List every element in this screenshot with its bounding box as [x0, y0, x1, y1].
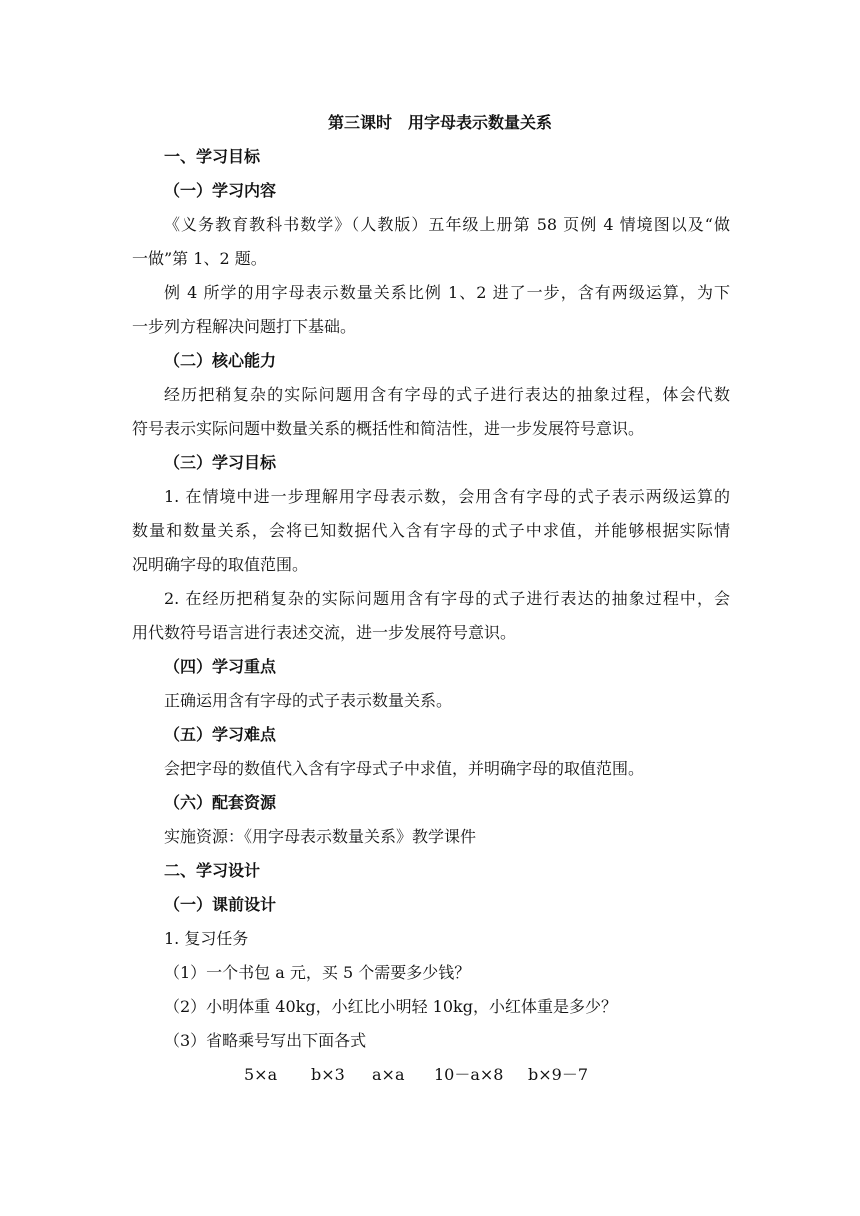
goal-1-line-2: 数量和数量关系，会将已知数据代入含有字母的式子中求值，并能够根据实际情	[132, 521, 730, 540]
expression-1: 5×a	[244, 1065, 278, 1084]
question-3: （3）省略乘号写出下面各式	[164, 1031, 367, 1050]
subsection-pre-heading: （一）课前设计	[164, 895, 277, 914]
expression-2: b×3	[311, 1065, 345, 1084]
content-paragraph-2-line-1: 例 4 所学的用字母表示数量关系比例 1、2 进了一步，含有两级运算，为下	[164, 283, 730, 302]
subsection-key-heading: （四）学习重点	[164, 657, 277, 676]
question-2: （2）小明体重 40kg，小红比小明轻 10kg，小红体重是多少？	[164, 997, 617, 1016]
expression-3: a×a	[372, 1065, 405, 1084]
subsection-resources-heading: （六）配套资源	[164, 793, 277, 812]
section-1-heading: 一、学习目标	[164, 147, 261, 166]
difficulty-text: 会把字母的数值代入含有字母式子中求值，并明确字母的取值范围。	[164, 759, 645, 778]
content-paragraph-1-line-2: 一做”第 1、2 题。	[132, 249, 267, 268]
resources-text: 实施资源：《用字母表示数量关系》教学课件	[164, 827, 477, 846]
task-label: 1. 复习任务	[164, 929, 249, 948]
subsection-difficulty-heading: （五）学习难点	[164, 725, 277, 744]
content-paragraph-1-line-1: 《义务教育教科书数学》（人教版）五年级上册第 58 页例 4 情境图以及“做	[164, 215, 730, 234]
subsection-goals-heading: （三）学习目标	[164, 453, 277, 472]
goal-1-line-3: 况明确字母的取值范围。	[132, 555, 309, 574]
expression-4: 10－a×8	[434, 1065, 504, 1084]
ability-line-1: 经历把稍复杂的实际问题用含有字母的式子进行表达的抽象过程，体会代数	[164, 385, 730, 404]
goal-2-line-1: 2. 在经历把稍复杂的实际问题用含有字母的式子进行表达的抽象过程中，会	[164, 589, 730, 608]
goal-2-line-2: 用代数符号语言进行表述交流，进一步发展符号意识。	[132, 623, 517, 642]
expression-5: b×9－7	[528, 1065, 589, 1084]
content-paragraph-2-line-2: 一步列方程解决问题打下基础。	[132, 317, 357, 336]
page-title: 第三课时 用字母表示数量关系	[328, 113, 553, 132]
question-1: （1）一个书包 a 元，买 5 个需要多少钱？	[164, 963, 471, 982]
ability-line-2: 符号表示实际问题中数量关系的概括性和简洁性，进一步发展符号意识。	[132, 419, 645, 438]
subsection-content-heading: （一）学习内容	[164, 181, 277, 200]
section-2-heading: 二、学习设计	[164, 861, 261, 880]
subsection-ability-heading: （二）核心能力	[164, 351, 277, 370]
key-text: 正确运用含有字母的式子表示数量关系。	[164, 691, 453, 710]
goal-1-line-1: 1. 在情境中进一步理解用字母表示数，会用含有字母的式子表示两级运算的	[164, 487, 730, 506]
